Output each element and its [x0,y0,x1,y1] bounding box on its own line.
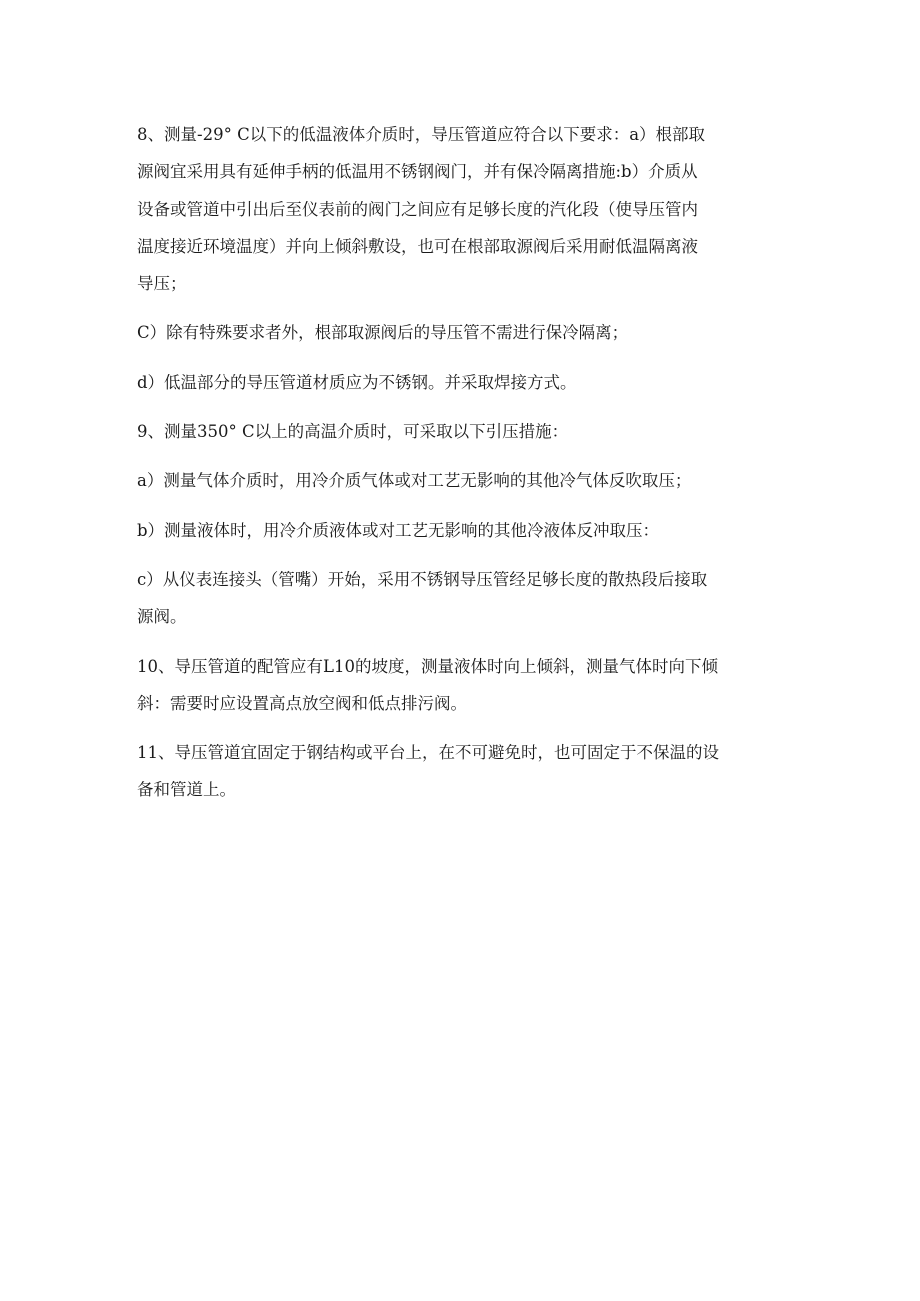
paragraph-item-11 [137,734,797,809]
text-line: 源阀宜采用具有延伸手柄的低温用不锈钢阀门，并有保冷隔离措施:b）介质从 [137,162,698,182]
text-line: c）从仪表连接头（管嘴）开始，采用不锈钢导压管经足够长度的散热段后接取 [137,569,708,589]
text-line: 导压； [137,274,187,294]
paragraph-item-8 [137,116,797,302]
text-line: 11、导压管道宜固定于钢结构或平台上，在不可避免时，也可固定于不保温的设 [137,743,719,763]
text-line: b）测量液体时，用冷介质液体或对工艺无影响的其他冷液体反冲取压： [137,520,660,540]
document-body [137,116,797,821]
text-line: 斜：需要时应设置高点放空阀和低点排污阀。 [137,693,467,713]
text-line: C）除有特殊要求者外，根部取源阀后的导压管不需进行保冷隔离； [137,323,629,343]
text-line: a）测量气体介质时，用冷介质气体或对工艺无影响的其他冷气体反吹取压； [137,471,692,491]
paragraph-item-10 [137,648,797,723]
paragraph-item-9c [137,561,797,636]
paragraph-item-9 [137,413,797,450]
paragraph-item-8c [137,314,797,351]
text-line: d）低温部分的导压管道材质应为不锈钢。并采取焊接方式。 [137,372,577,392]
text-line: 设备或管道中引出后至仪表前的阀门之间应有足够长度的汽化段（使导压管内 [137,199,698,219]
paragraph-item-9a [137,462,797,499]
paragraph-item-9b [137,512,797,549]
text-line: 源阀。 [137,607,187,627]
text-line: 9、测量350° C以上的高温介质时，可采取以下引压措施： [137,422,569,442]
text-line: 温度接近环境温度）并向上倾斜敷设，也可在根部取源阀后采用耐低温隔离液 [137,236,698,256]
text-line: 10、导压管道的配管应有L10的坡度，测量液体时向上倾斜，测量气体时向下倾 [137,656,718,676]
paragraph-item-8d [137,364,797,401]
text-line: 备和管道上。 [137,780,236,800]
text-line: 8、测量-29° C以下的低温液体介质时，导压管道应符合以下要求：a）根部取 [137,125,706,144]
